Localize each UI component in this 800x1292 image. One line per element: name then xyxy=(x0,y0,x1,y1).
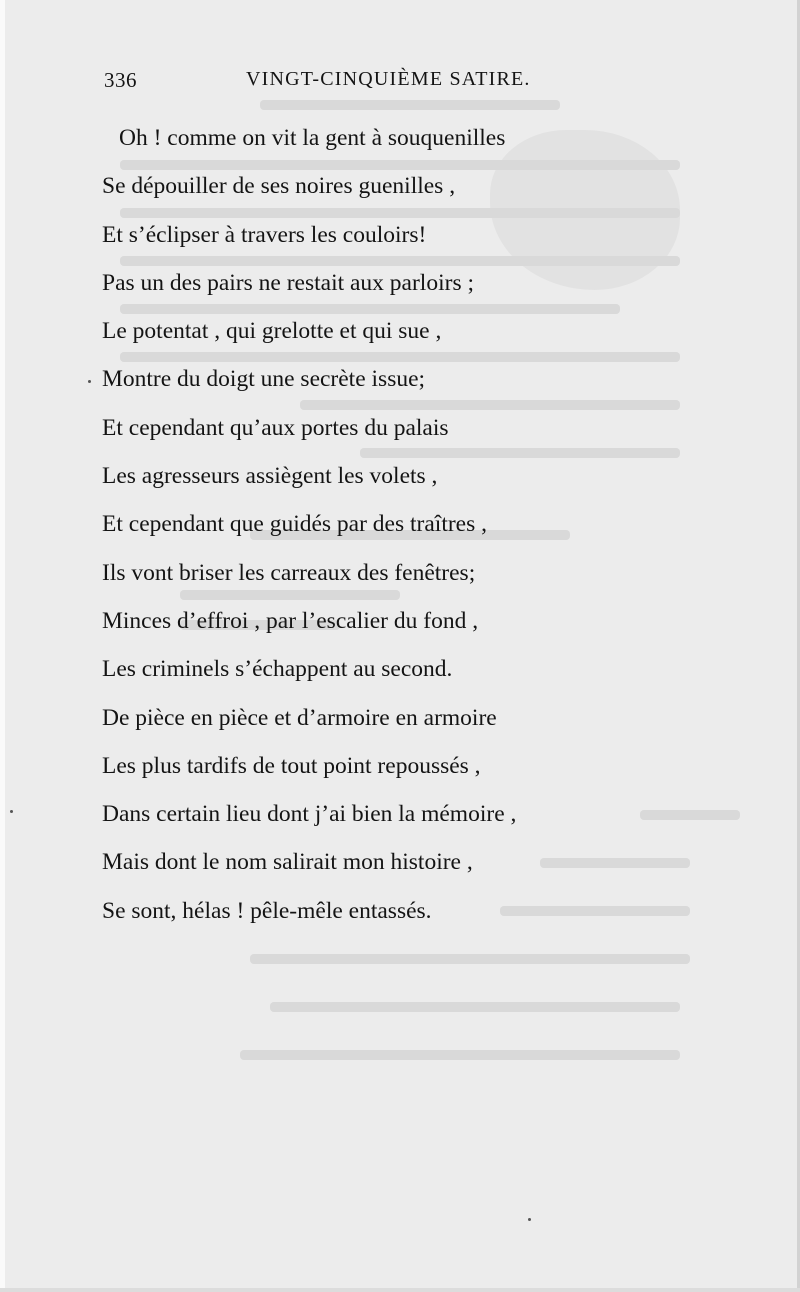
verse-line: Dans certain lieu dont j’ai bien la mémoire , xyxy=(102,801,517,828)
page-bottom-edge xyxy=(0,1288,800,1292)
paper-speck xyxy=(10,810,13,813)
verse-line: Et cependant qu’aux portes du palais xyxy=(102,414,449,441)
show-through-line xyxy=(240,1050,680,1060)
verse-line: Le potentat , qui grelotte et qui sue , xyxy=(102,318,442,345)
show-through-line xyxy=(250,954,690,964)
verse-line: Les criminels s’échappent au second. xyxy=(102,656,453,683)
running-title: VINGT-CINQUIÈME SATIRE. xyxy=(246,68,531,90)
page-number: 336 xyxy=(104,68,137,92)
verse-line: Se sont, hélas ! pêle-mêle entassés. xyxy=(102,897,432,924)
running-header xyxy=(104,68,556,98)
verse-line: Pas un des pairs ne restait aux parloirs ; xyxy=(102,269,474,296)
show-through-line xyxy=(260,100,560,110)
show-through-line xyxy=(640,810,740,820)
verse-line: Oh ! comme on vit la gent à souquenilles xyxy=(119,125,506,151)
verse-line: Se dépouiller de ses noires guenilles , xyxy=(102,173,456,200)
show-through-line xyxy=(270,1002,680,1012)
verse-line: Mais dont le nom salirait mon histoire , xyxy=(102,849,473,876)
verse-line: Ils vont briser les carreaux des fenêtres; xyxy=(102,559,476,586)
verse-line: Et cependant que guidés par des traîtres , xyxy=(102,511,487,538)
paper-speck xyxy=(528,1218,531,1221)
paper-speck xyxy=(88,380,91,383)
verse-line: Les agresseurs assiègent les volets , xyxy=(102,463,438,490)
verse-line: De pièce en pièce et d’armoire en armoire xyxy=(102,704,497,731)
verse-line: Minces d’effroi , par l’escalier du fond , xyxy=(102,607,479,634)
verse-line: Et s’éclipser à travers les couloirs! xyxy=(102,221,427,248)
verse-line: Montre du doigt une secrète issue; xyxy=(102,366,426,393)
verse-line: Les plus tardifs de tout point repoussés , xyxy=(102,752,481,779)
verse-block xyxy=(102,114,642,935)
page-left-edge xyxy=(0,0,5,1292)
